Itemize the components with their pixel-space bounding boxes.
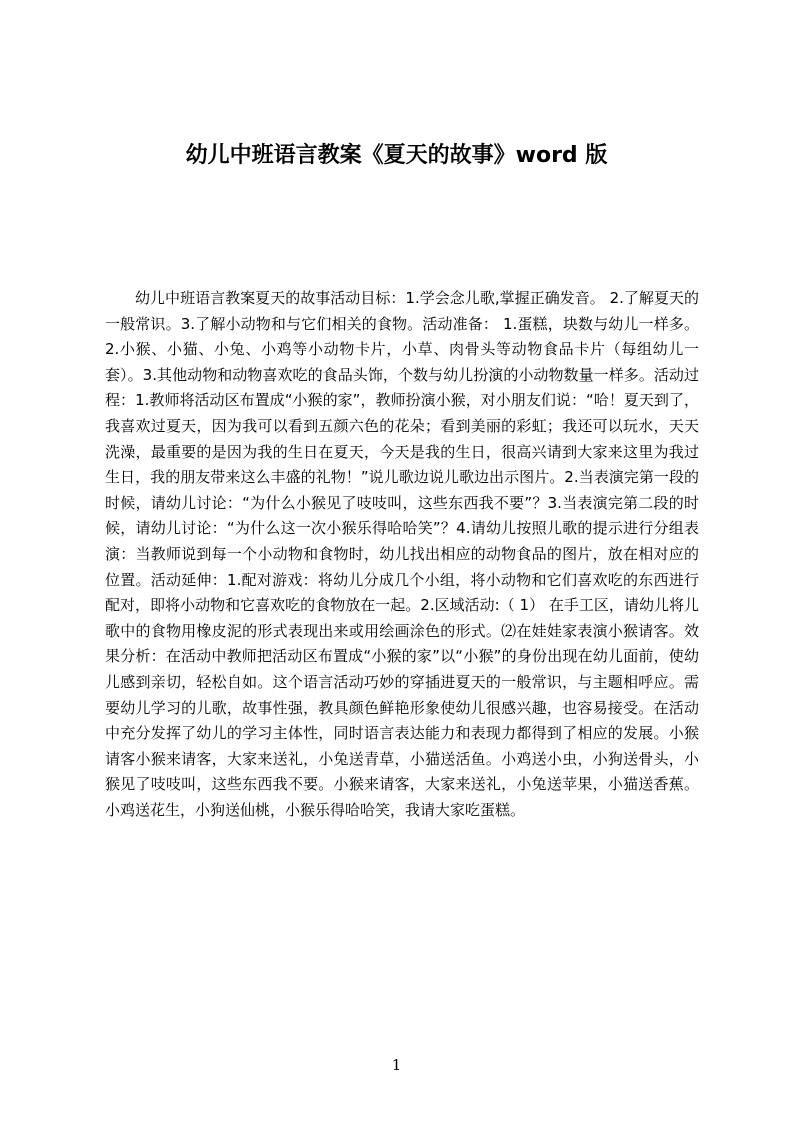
document-title: 幼儿中班语言教案《夏天的故事》word 版 (185, 143, 608, 168)
page-number: 1 (391, 1056, 402, 1074)
document-body: 幼儿中班语言教案夏天的故事活动目标：1.学会念儿歌,掌握正确发音。 2.了解夏天的一般常识。3.了解小动物和与它们相关的食物。活动准备： 1.蛋糕，块数与幼儿一样多。2.小猴、小猫、小兔、小鸡等小动物卡片，小草、肉骨头等动物食品卡片（每组幼儿一套）。3.其他动物和动物喜欢吃的食品头饰，个数与幼儿扮演的小动物数量一样多。活动过程：1.教师将活动区布置成“小猴的家”，教师扮演小猴，对小朋友们说：“哈！夏天到了，我喜欢过夏天，因为我可以看到五颜六色的花朵；看到美丽的彩虹；我还可以玩水，天天洗澡，最重要的是因为我的生日在夏天，今天是我的生日，很高兴请到大家来这里为我过生日，我的朋友带来这么丰盛的礼物！”说儿歌边说儿歌边出示图片。2.当表演完第一段的时候，请幼儿讨论：“为什么小猴见了吱吱叫，这些东西我不要”？3.当表演完第二段的时候，请幼儿讨论：“为什么这一次小猴乐得哈哈笑”？4.请幼儿按照儿歌的提示进行分组表演：当教师说到每一个小动物和食物时，幼儿找出相应的动物食品的图片，放在相对应的位置。活动延伸：1.配对游戏：将幼儿分成几个小组，将小动物和它们喜欢吃的东西进行配对，即将小动物和它喜欢吃的食物放在一起。2.区域活动:（ 1） 在手工区，请幼儿将儿歌中的食物用橡皮泥的形式表现出来或用绘画涂色的形式。⑵在娃娃家表演小猴请客。效果分析：在活动中教师把活动区布置成“小猴的家”以“小猴”的身份出现在幼儿面前，使幼儿感到亲切，轻松自如。这个语言活动巧妙的穿插进夏天的一般常识，与主题相呼应。需要幼儿学习的儿歌，故事性强，教具颜色鲜艳形象使幼儿很感兴趣，也容易接受。在活动中充分发挥了幼儿的学习主体性，同时语言表达能力和表现力都得到了相应的发展。小猴请客小猴来请客，大家来送礼，小兔送青草，小猫送活鱼。小鸡送小虫，小狗送骨头，小猴见了吱吱叫，这些东西我不要。小猴来请客，大家来送礼，小兔送苹果，小猫送香蕉。小鸡送花生，小狗送仙桃，小猴乐得哈哈笑，我请大家吃蛋糕。 (105, 289, 699, 819)
